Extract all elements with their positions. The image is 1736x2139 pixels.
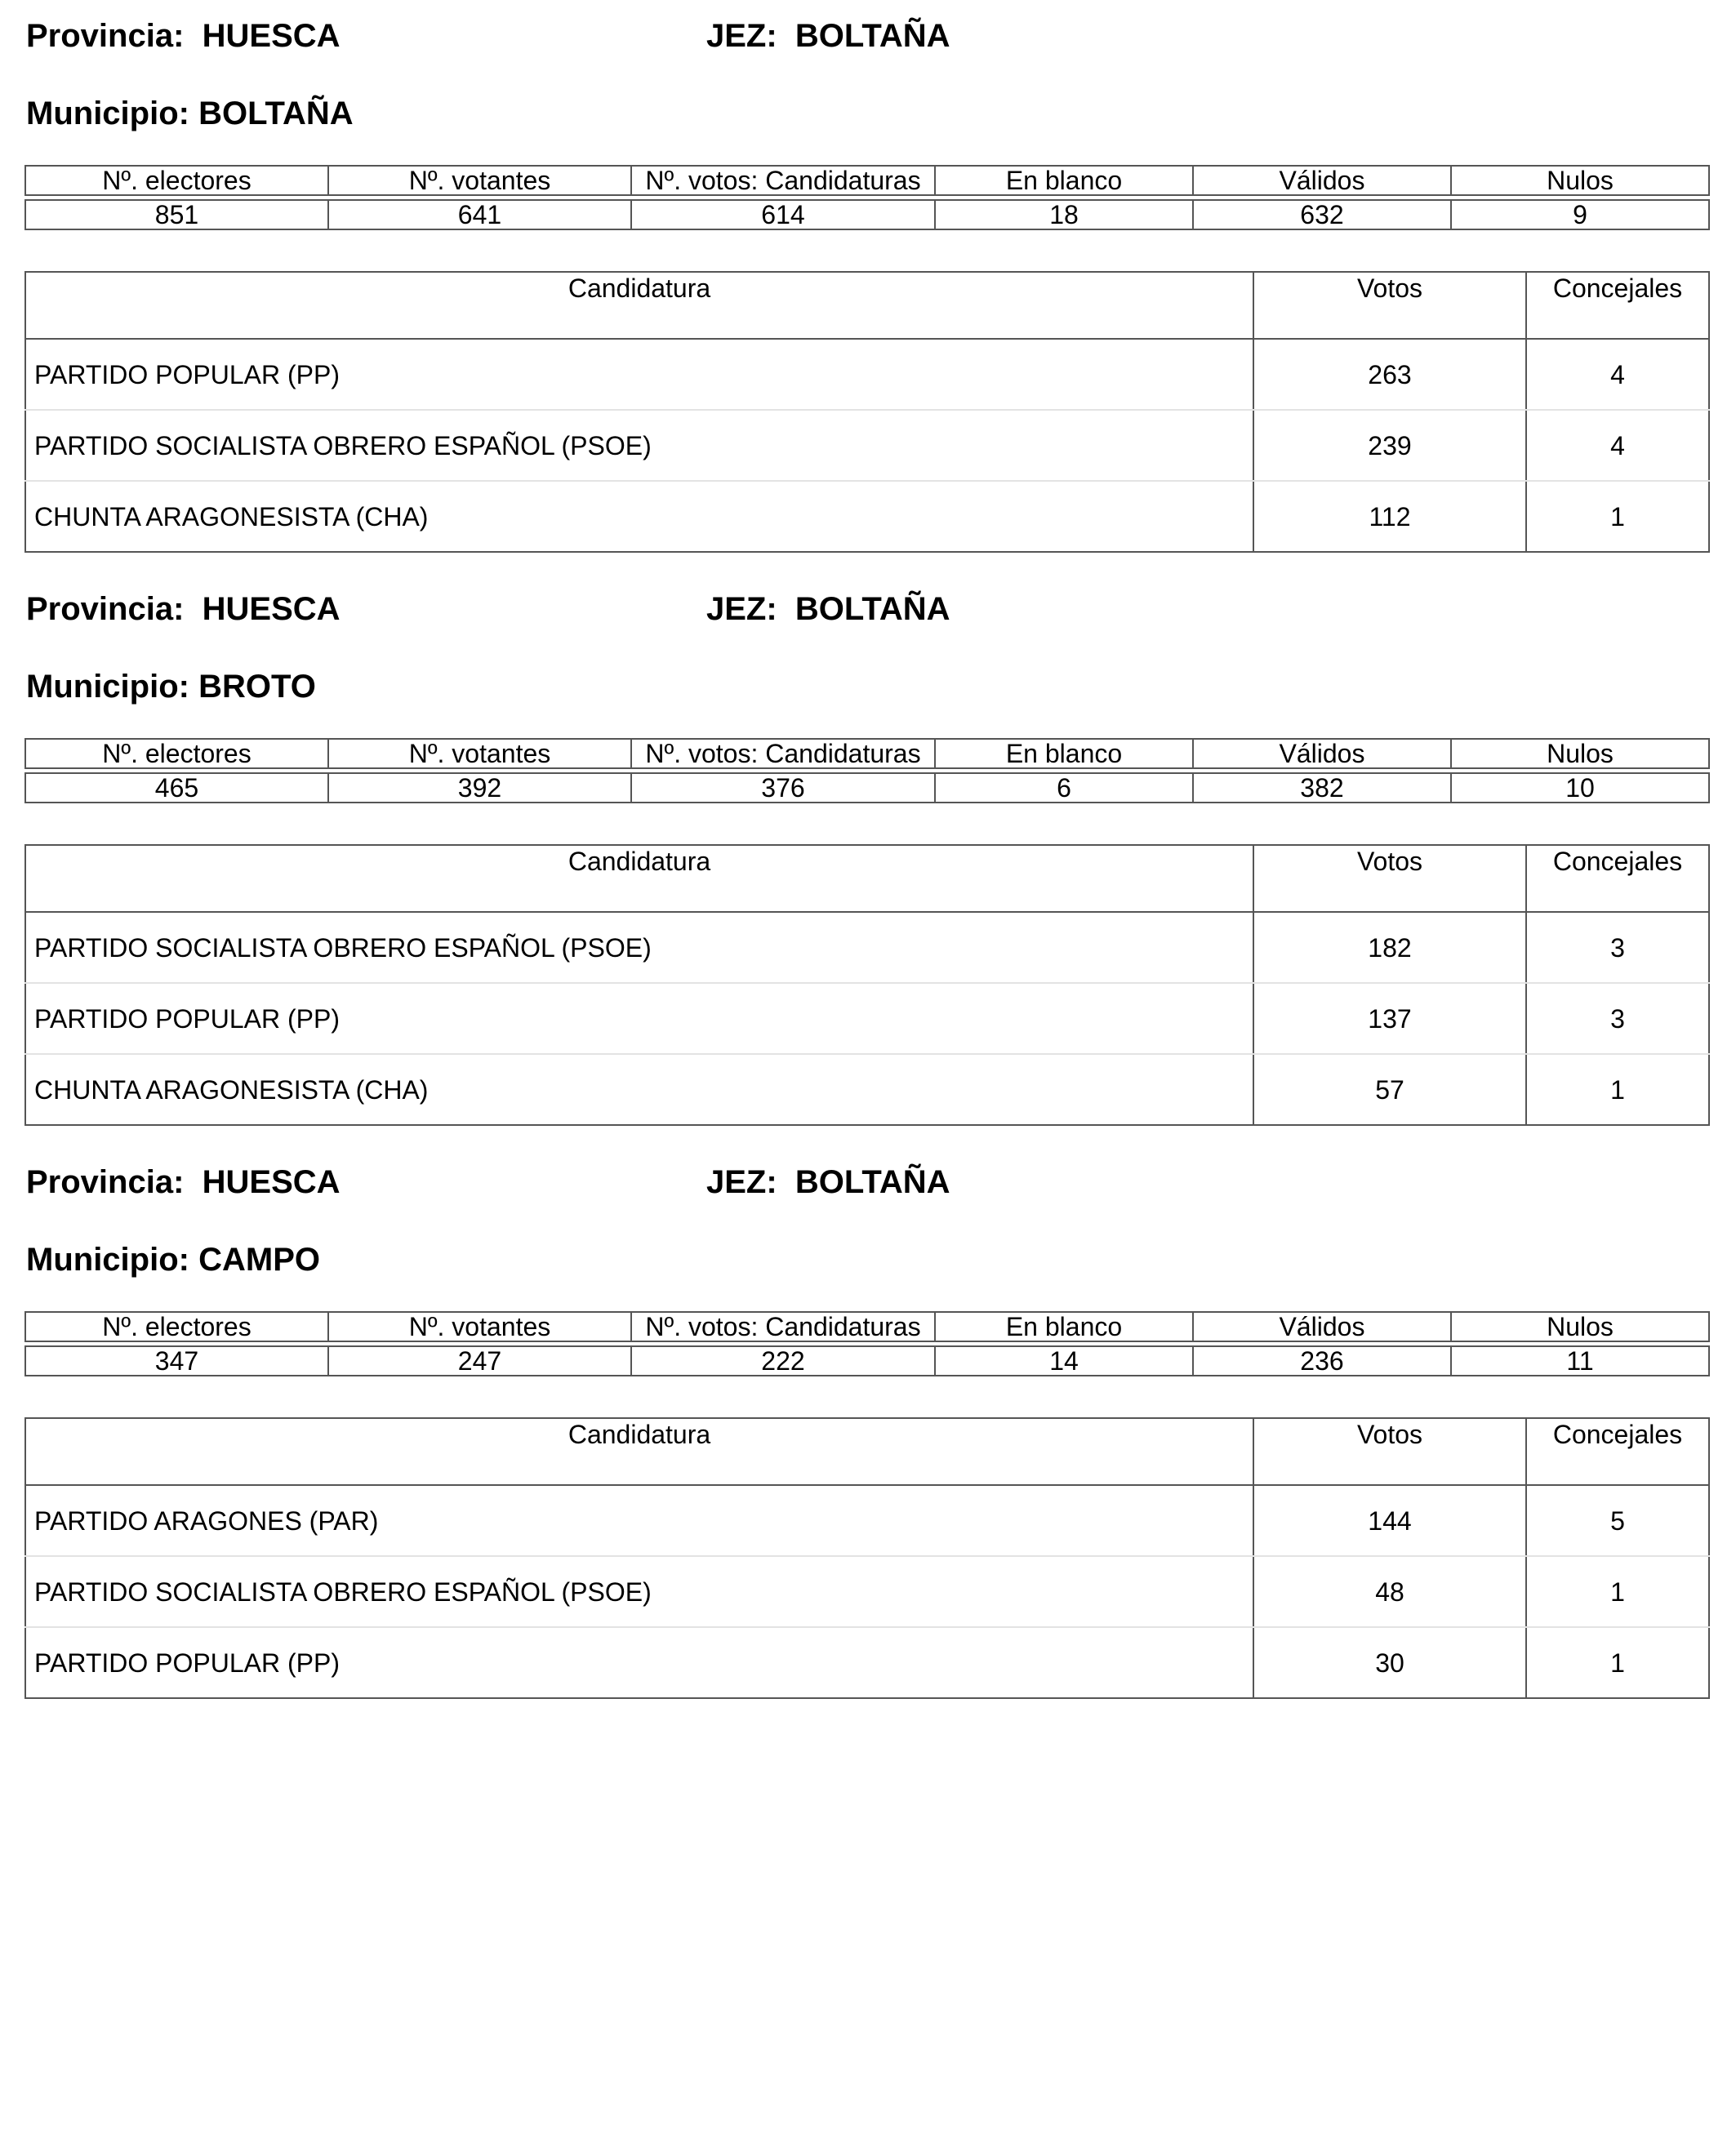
municipio-section	[0, 573, 1736, 1145]
results-table	[24, 271, 1710, 553]
summary-header-table	[24, 738, 1710, 769]
table-row	[25, 983, 1709, 1054]
table-row	[25, 912, 1709, 983]
header-nulos: Nulos	[1451, 1312, 1709, 1341]
votos-value: 263	[1253, 339, 1526, 410]
candidatura-name: PARTIDO POPULAR (PP)	[25, 1627, 1253, 1698]
municipio-section	[0, 1146, 1736, 1718]
summary-values-table	[24, 199, 1710, 230]
candidatura-name: PARTIDO SOCIALISTA OBRERO ESPAÑOL (PSOE)	[25, 1556, 1253, 1627]
value-votantes: 392	[328, 773, 631, 803]
municipio-heading: Municipio: BROTO	[26, 669, 316, 705]
table-row	[25, 481, 1709, 552]
value-electores: 851	[25, 200, 328, 229]
municipio-section	[0, 0, 1736, 571]
header-votos: Votos	[1253, 845, 1526, 912]
candidatura-name: PARTIDO POPULAR (PP)	[25, 983, 1253, 1054]
table-row	[25, 1485, 1709, 1556]
concejales-value: 3	[1526, 912, 1709, 983]
votos-value: 182	[1253, 912, 1526, 983]
candidatura-name: PARTIDO SOCIALISTA OBRERO ESPAÑOL (PSOE)	[25, 410, 1253, 481]
table-row	[25, 1556, 1709, 1627]
provincia-heading: Provincia: HUESCA	[26, 18, 341, 54]
header-votantes: Nº. votantes	[328, 1312, 631, 1341]
concejales-value: 5	[1526, 1485, 1709, 1556]
value-votos-candidaturas: 222	[631, 1346, 935, 1376]
header-candidatura: Candidatura	[25, 1418, 1253, 1485]
value-validos: 632	[1193, 200, 1451, 229]
concejales-value: 1	[1526, 481, 1709, 552]
header-electores: Nº. electores	[25, 166, 328, 195]
value-en-blanco: 18	[935, 200, 1193, 229]
header-validos: Válidos	[1193, 739, 1451, 768]
value-votos-candidaturas: 614	[631, 200, 935, 229]
value-validos: 382	[1193, 773, 1451, 803]
value-validos: 236	[1193, 1346, 1451, 1376]
votos-value: 144	[1253, 1485, 1526, 1556]
header-nulos: Nulos	[1451, 739, 1709, 768]
header-candidatura: Candidatura	[25, 272, 1253, 339]
value-votos-candidaturas: 376	[631, 773, 935, 803]
concejales-value: 3	[1526, 983, 1709, 1054]
concejales-value: 1	[1526, 1054, 1709, 1125]
table-row	[25, 1627, 1709, 1698]
value-votantes: 641	[328, 200, 631, 229]
votos-value: 48	[1253, 1556, 1526, 1627]
header-en-blanco: En blanco	[935, 739, 1193, 768]
header-candidatura: Candidatura	[25, 845, 1253, 912]
value-en-blanco: 14	[935, 1346, 1193, 1376]
value-nulos: 10	[1451, 773, 1709, 803]
header-votantes: Nº. votantes	[328, 166, 631, 195]
header-votos-candidaturas: Nº. votos: Candidaturas	[631, 739, 935, 768]
votos-value: 239	[1253, 410, 1526, 481]
header-concejales: Concejales	[1526, 1418, 1709, 1485]
header-concejales: Concejales	[1526, 845, 1709, 912]
header-nulos: Nulos	[1451, 166, 1709, 195]
candidatura-name: CHUNTA ARAGONESISTA (CHA)	[25, 1054, 1253, 1125]
municipio-heading: Municipio: CAMPO	[26, 1242, 320, 1278]
summary-values-table	[24, 772, 1710, 803]
summary-header-table	[24, 165, 1710, 196]
concejales-value: 4	[1526, 339, 1709, 410]
candidatura-name: PARTIDO POPULAR (PP)	[25, 339, 1253, 410]
candidatura-name: PARTIDO ARAGONES (PAR)	[25, 1485, 1253, 1556]
votos-value: 137	[1253, 983, 1526, 1054]
votos-value: 112	[1253, 481, 1526, 552]
header-votos-candidaturas: Nº. votos: Candidaturas	[631, 166, 935, 195]
header-votos: Votos	[1253, 1418, 1526, 1485]
header-electores: Nº. electores	[25, 1312, 328, 1341]
table-row	[25, 410, 1709, 481]
concejales-value: 1	[1526, 1627, 1709, 1698]
header-en-blanco: En blanco	[935, 1312, 1193, 1341]
header-votantes: Nº. votantes	[328, 739, 631, 768]
concejales-value: 4	[1526, 410, 1709, 481]
header-validos: Válidos	[1193, 166, 1451, 195]
concejales-value: 1	[1526, 1556, 1709, 1627]
value-electores: 347	[25, 1346, 328, 1376]
candidatura-name: PARTIDO SOCIALISTA OBRERO ESPAÑOL (PSOE)	[25, 912, 1253, 983]
results-table	[24, 844, 1710, 1126]
header-electores: Nº. electores	[25, 739, 328, 768]
municipio-heading: Municipio: BOLTAÑA	[26, 96, 354, 131]
header-concejales: Concejales	[1526, 272, 1709, 339]
provincia-heading: Provincia: HUESCA	[26, 1164, 341, 1200]
value-votantes: 247	[328, 1346, 631, 1376]
summary-values-table	[24, 1345, 1710, 1376]
value-electores: 465	[25, 773, 328, 803]
header-votos: Votos	[1253, 272, 1526, 339]
results-table	[24, 1417, 1710, 1699]
candidatura-name: CHUNTA ARAGONESISTA (CHA)	[25, 481, 1253, 552]
header-en-blanco: En blanco	[935, 166, 1193, 195]
value-nulos: 11	[1451, 1346, 1709, 1376]
table-row	[25, 1054, 1709, 1125]
jez-heading: JEZ: BOLTAÑA	[706, 591, 950, 627]
summary-header-table	[24, 1311, 1710, 1342]
value-en-blanco: 6	[935, 773, 1193, 803]
header-validos: Válidos	[1193, 1312, 1451, 1341]
jez-heading: JEZ: BOLTAÑA	[706, 18, 950, 54]
provincia-heading: Provincia: HUESCA	[26, 591, 341, 627]
header-votos-candidaturas: Nº. votos: Candidaturas	[631, 1312, 935, 1341]
jez-heading: JEZ: BOLTAÑA	[706, 1164, 950, 1200]
votos-value: 30	[1253, 1627, 1526, 1698]
value-nulos: 9	[1451, 200, 1709, 229]
table-row	[25, 339, 1709, 410]
votos-value: 57	[1253, 1054, 1526, 1125]
